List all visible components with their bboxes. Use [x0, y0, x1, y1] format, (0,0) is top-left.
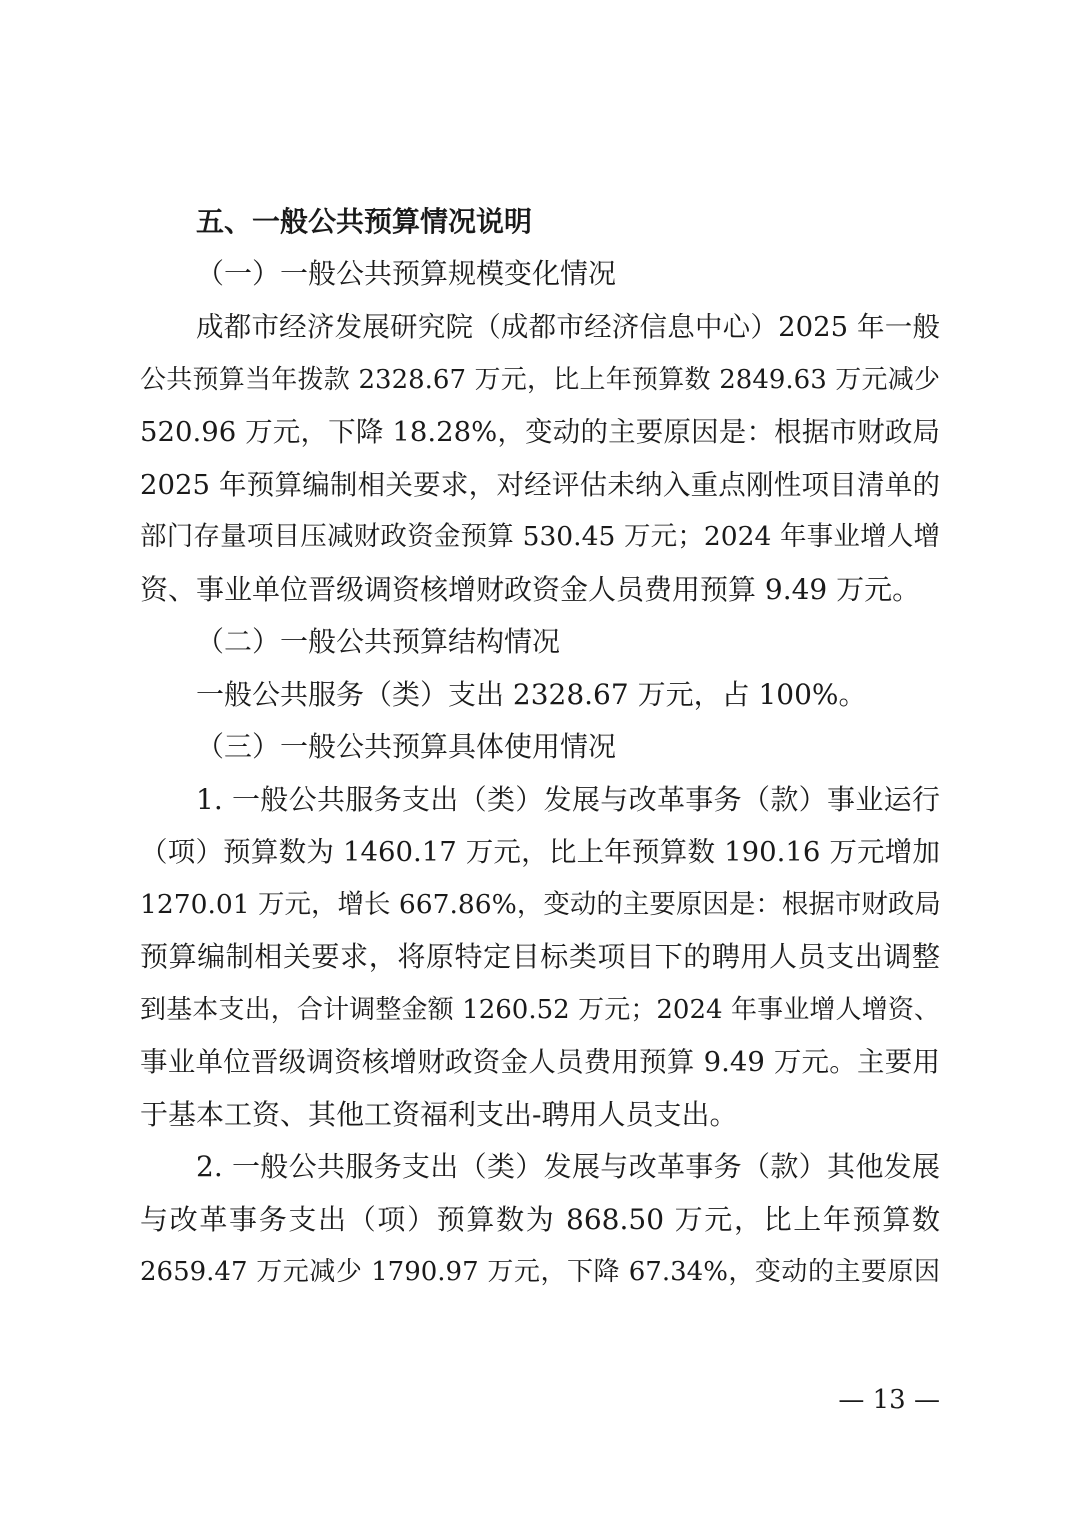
paragraph-line: （项）预算数为 1460.17 万元，比上年预算数 190.16 万元增加 [140, 836, 940, 868]
paragraph-line: 一般公共服务（类）支出 2328.67 万元，占 100%。 [196, 678, 867, 711]
paragraph-line: 预算编制相关要求，将原特定目标类项目下的聘用人员支出调整 [140, 940, 940, 973]
paragraph-line: 2. 一般公共服务支出（类）发展与改革事务（款）其他发展 [196, 1150, 940, 1183]
paragraph-line: 1270.01 万元，增长 667.86%，变动的主要原因是：根据市财政局 [140, 889, 941, 920]
paragraph-line: 资、事业单位晋级调资核增财政资金人员费用预算 9.49 万元。 [140, 573, 921, 606]
paragraph-line: 到基本支出，合计调整金额 1260.52 万元；2024 年事业增人增资、 [140, 995, 940, 1025]
paragraph-line: 于基本工资、其他工资福利支出-聘用人员支出。 [140, 1098, 738, 1131]
paragraph-line: 成都市经济发展研究院（成都市经济信息中心）2025 年一般 [196, 311, 940, 343]
paragraph-line: 520.96 万元，下降 18.28%，变动的主要原因是：根据市财政局 [140, 416, 940, 448]
paragraph-line: 2659.47 万元减少 1790.97 万元，下降 67.34%，变动的主要原因 [140, 1257, 940, 1287]
paragraph-line: 事业单位晋级调资核增财政资金人员费用预算 9.49 万元。主要用 [140, 1046, 940, 1078]
paragraph-line: 公共预算当年拨款 2328.67 万元，比上年预算数 2849.63 万元减少 [140, 365, 940, 395]
paragraph-line: 2025 年预算编制相关要求，对经评估未纳入重点刚性项目清单的 [140, 469, 940, 501]
paragraph-line: 1. 一般公共服务支出（类）发展与改革事务（款）事业运行 [196, 783, 940, 816]
page-number: — 13 — [838, 1385, 940, 1415]
subsection-heading-2: （二）一般公共预算结构情况 [196, 625, 561, 658]
subsection-heading-1: （一）一般公共预算规模变化情况 [196, 257, 617, 290]
section-title: 五、一般公共预算情况说明 [196, 205, 533, 238]
subsection-heading-3: （三）一般公共预算具体使用情况 [196, 730, 617, 763]
paragraph-line: 与改革事务支出（项）预算数为 868.50 万元，比上年预算数 [140, 1203, 940, 1236]
paragraph-line: 部门存量项目压减财政资金预算 530.45 万元；2024 年事业增人增 [140, 521, 940, 552]
